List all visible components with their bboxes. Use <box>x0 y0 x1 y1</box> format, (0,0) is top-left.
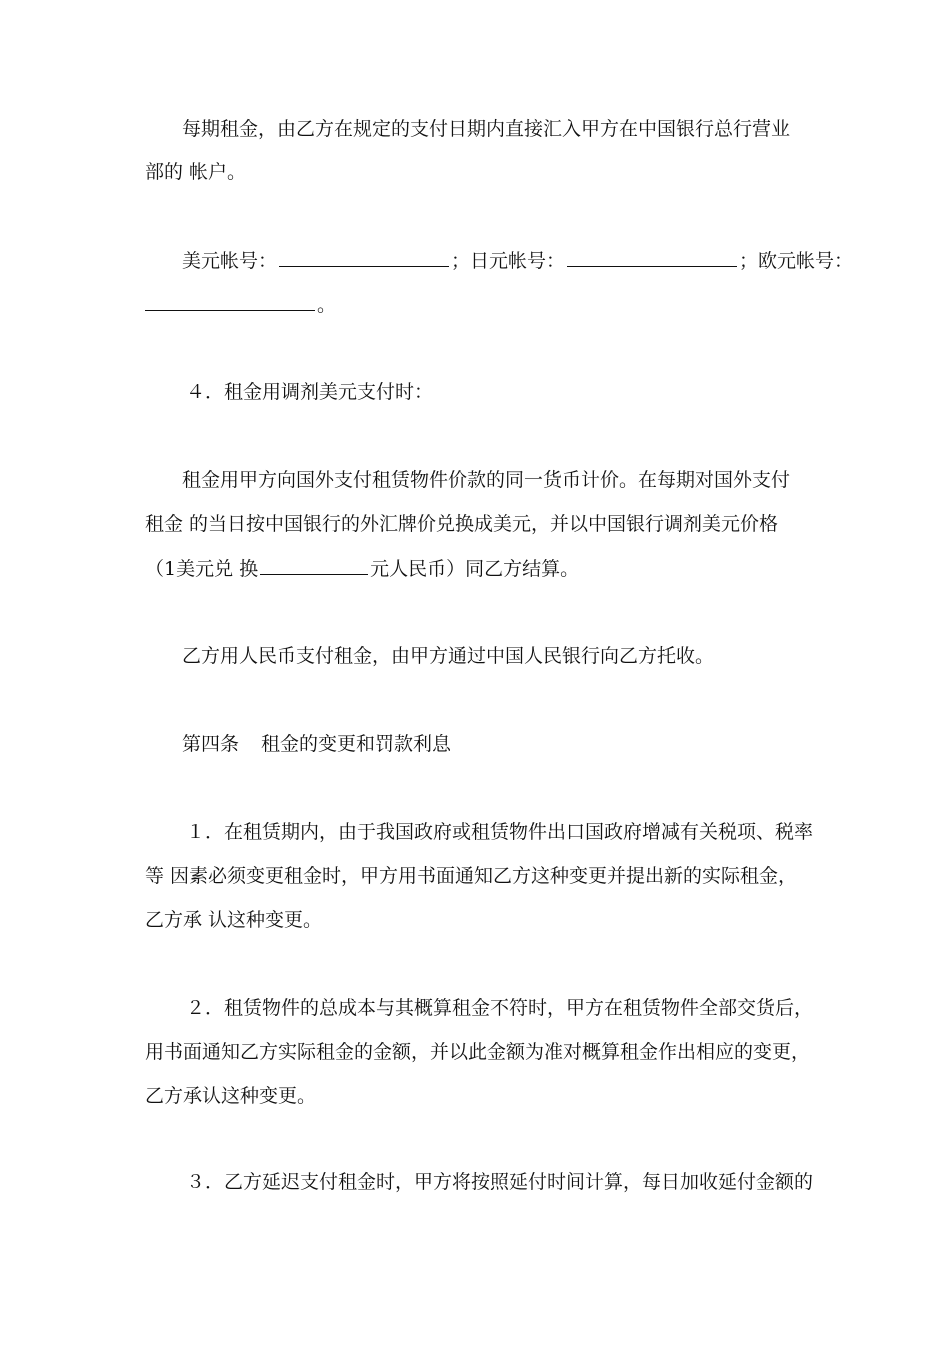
article4-number: 第四条 <box>182 733 240 755</box>
article4-heading <box>182 732 451 756</box>
clause1-line1: １．在租赁期内，由于我国政府或租赁物件出口国政府增减有关税项、税率 <box>186 821 814 843</box>
jpy-account-blank <box>567 248 737 267</box>
exchange-rate-prefix: （1美元兑 换 <box>145 558 259 580</box>
para1-line1: 每期租金，由乙方在规定的支付日期内直接汇入甲方在中国银行总行营业 <box>182 118 791 140</box>
para1-line2: 部的 帐户。 <box>145 161 247 183</box>
clause1-line3: 乙方承 认这种变更。 <box>145 909 323 931</box>
para2-line3 <box>145 556 579 581</box>
account-line <box>182 248 853 273</box>
clause3-line1: ３．乙方延迟支付租金时，甲方将按照延付时间计算，每日加收延付金额的 <box>186 1171 814 1193</box>
clause2-line1: ２．租赁物件的总成本与其概算租金不符时，甲方在租赁物件全部交货后， <box>186 997 814 1019</box>
eur-account-label: ；欧元帐号： <box>739 250 854 272</box>
account-line2 <box>145 292 336 317</box>
eur-account-blank <box>145 292 315 311</box>
clause2-line3: 乙方承认这种变更。 <box>145 1085 317 1107</box>
exchange-rate-blank <box>260 556 368 575</box>
para3: 乙方用人民币支付租金，由甲方通过中国人民银行向乙方托收。 <box>182 645 715 667</box>
article4-title: 租金的变更和罚款利息 <box>261 733 452 755</box>
clause2-line2: 用书面通知乙方实际租金的金额，并以此金额为准对概算租金作出相应的变更， <box>145 1041 811 1063</box>
usd-account-label: 美元帐号： <box>182 250 278 272</box>
clause1-line2: 等 因素必须变更租金时，甲方用书面通知乙方这种变更并提出新的实际租金， <box>145 865 798 887</box>
exchange-rate-suffix: 元人民币）同乙方结算。 <box>370 558 580 580</box>
account-end: 。 <box>317 294 337 316</box>
item4-heading: ４．租金用调剂美元支付时： <box>186 381 434 403</box>
jpy-account-label: ；日元帐号： <box>451 250 566 272</box>
usd-account-blank <box>279 248 449 267</box>
para2-line1: 租金用甲方向国外支付租赁物件价款的同一货币计价。在每期对国外支付 <box>182 469 791 491</box>
para2-line2: 租金 的当日按中国银行的外汇牌价兑换成美元，并以中国银行调剂美元价格 <box>145 513 779 535</box>
